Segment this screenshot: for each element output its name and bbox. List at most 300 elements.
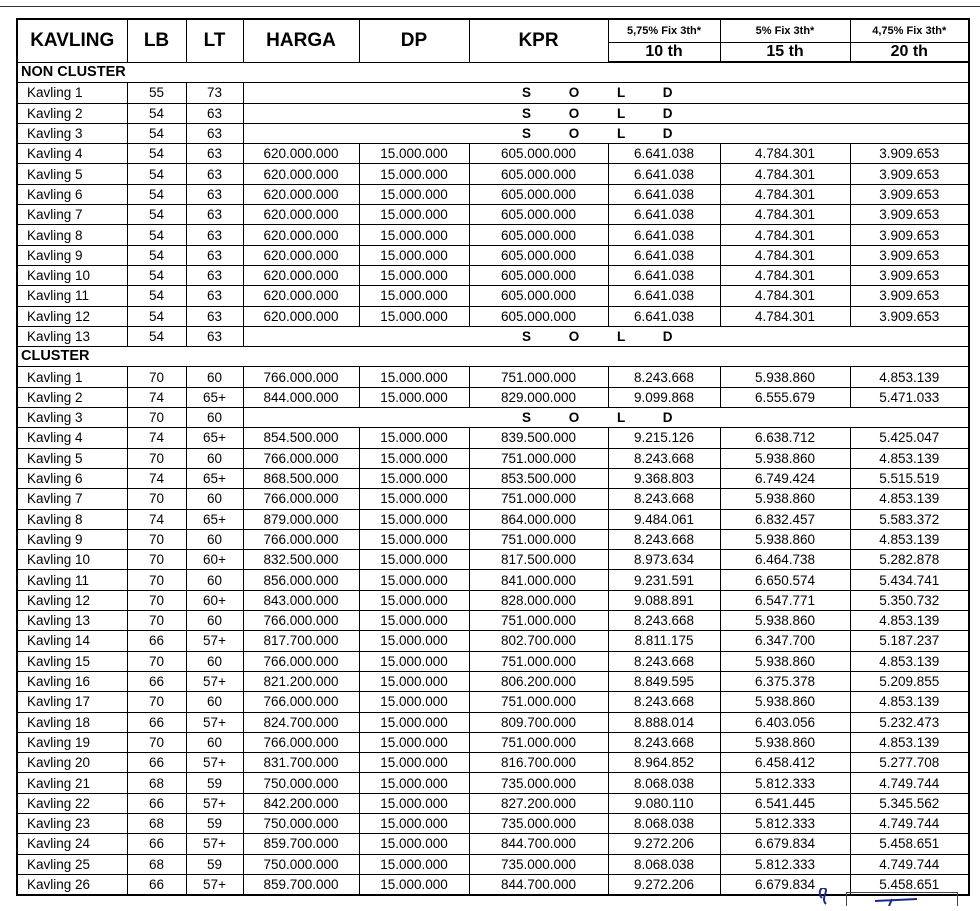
cell-installment-20th: 4.749.744	[850, 854, 969, 874]
section-row	[17, 347, 969, 367]
cell-installment-20th: 4.749.744	[850, 813, 969, 833]
cell-installment-15th: 5.938.860	[720, 732, 850, 752]
cell-dp: 15.000.000	[359, 874, 469, 895]
cell-lt: 57+	[186, 793, 243, 813]
cell-lb: 70	[127, 692, 186, 712]
cell-dp: 15.000.000	[359, 611, 469, 631]
cell-dp: 15.000.000	[359, 671, 469, 691]
table-row	[17, 509, 969, 529]
cell-kavling: Kavling 13	[17, 611, 127, 631]
cell-kavling: Kavling 8	[17, 225, 127, 245]
cell-installment-15th: 4.784.301	[720, 184, 850, 204]
table-row	[17, 225, 969, 245]
cell-installment-20th: 5.350.732	[850, 590, 969, 610]
cell-lb: 66	[127, 753, 186, 773]
cell-kavling: Kavling 1	[17, 83, 127, 103]
cell-lt: 60	[186, 367, 243, 387]
cell-dp: 15.000.000	[359, 265, 469, 285]
cell-lt: 60	[186, 692, 243, 712]
cell-kavling: Kavling 15	[17, 651, 127, 671]
cell-harga: 750.000.000	[243, 813, 359, 833]
cell-lb: 68	[127, 773, 186, 793]
table-row	[17, 712, 969, 732]
cell-installment-20th: 5.471.033	[850, 387, 969, 407]
cell-kavling: Kavling 24	[17, 834, 127, 854]
cell-kpr: 751.000.000	[469, 692, 608, 712]
cell-harga: 620.000.000	[243, 144, 359, 164]
cell-installment-15th: 5.938.860	[720, 448, 850, 468]
cell-kpr: 605.000.000	[469, 205, 608, 225]
cell-installment-10th: 6.641.038	[608, 306, 720, 326]
stamp-box	[846, 892, 958, 906]
header-lt: LT	[186, 19, 243, 62]
cell-lt: 63	[186, 164, 243, 184]
cell-harga: 620.000.000	[243, 245, 359, 265]
cell-installment-15th: 5.812.333	[720, 854, 850, 874]
cell-dp: 15.000.000	[359, 529, 469, 549]
cell-installment-10th: 9.231.591	[608, 570, 720, 590]
sold-label: S O L D	[243, 103, 969, 123]
cell-installment-10th: 8.849.595	[608, 671, 720, 691]
cell-dp: 15.000.000	[359, 184, 469, 204]
header-tenor-15: 15 th	[720, 43, 850, 63]
table-header	[17, 19, 969, 62]
cell-kpr: 751.000.000	[469, 651, 608, 671]
cell-harga: 879.000.000	[243, 509, 359, 529]
cell-installment-10th: 8.964.852	[608, 753, 720, 773]
cell-lt: 60	[186, 448, 243, 468]
table-row	[17, 83, 969, 103]
cell-installment-20th: 5.434.741	[850, 570, 969, 590]
cell-lb: 54	[127, 205, 186, 225]
cell-dp: 15.000.000	[359, 489, 469, 509]
cell-kpr: 817.500.000	[469, 550, 608, 570]
cell-installment-15th: 6.555.679	[720, 387, 850, 407]
cell-installment-10th: 8.243.668	[608, 651, 720, 671]
table-row	[17, 367, 969, 387]
cell-installment-20th: 4.853.139	[850, 611, 969, 631]
cell-kpr: 751.000.000	[469, 529, 608, 549]
cell-installment-10th: 6.641.038	[608, 245, 720, 265]
cell-lb: 54	[127, 184, 186, 204]
cell-installment-20th: 3.909.653	[850, 225, 969, 245]
cell-lb: 54	[127, 144, 186, 164]
table-row	[17, 286, 969, 306]
cell-installment-15th: 6.547.771	[720, 590, 850, 610]
cell-harga: 766.000.000	[243, 732, 359, 752]
cell-installment-15th: 6.832.457	[720, 509, 850, 529]
cell-kavling: Kavling 26	[17, 874, 127, 895]
cell-harga: 859.700.000	[243, 834, 359, 854]
cell-installment-15th: 6.403.056	[720, 712, 850, 732]
cell-installment-15th: 5.938.860	[720, 529, 850, 549]
cell-dp: 15.000.000	[359, 306, 469, 326]
cell-installment-10th: 8.888.014	[608, 712, 720, 732]
cell-kavling: Kavling 10	[17, 265, 127, 285]
cell-dp: 15.000.000	[359, 225, 469, 245]
cell-dp: 15.000.000	[359, 834, 469, 854]
cell-lb: 54	[127, 225, 186, 245]
cell-dp: 15.000.000	[359, 570, 469, 590]
cell-kpr: 844.700.000	[469, 874, 608, 895]
cell-lt: 63	[186, 286, 243, 306]
cell-dp: 15.000.000	[359, 854, 469, 874]
cell-dp: 15.000.000	[359, 428, 469, 448]
table-row	[17, 854, 969, 874]
cell-dp: 15.000.000	[359, 712, 469, 732]
signature-mark	[812, 888, 836, 905]
cell-installment-10th: 9.080.110	[608, 793, 720, 813]
cell-installment-10th: 6.641.038	[608, 225, 720, 245]
cell-kpr: 816.700.000	[469, 753, 608, 773]
cell-dp: 15.000.000	[359, 164, 469, 184]
cell-installment-10th: 8.243.668	[608, 367, 720, 387]
cell-installment-10th: 8.243.668	[608, 611, 720, 631]
cell-kpr: 841.000.000	[469, 570, 608, 590]
cell-installment-15th: 6.458.412	[720, 753, 850, 773]
cell-kpr: 751.000.000	[469, 367, 608, 387]
cell-lb: 55	[127, 83, 186, 103]
cell-kpr: 751.000.000	[469, 448, 608, 468]
cell-dp: 15.000.000	[359, 793, 469, 813]
cell-installment-10th: 8.243.668	[608, 732, 720, 752]
cell-harga: 766.000.000	[243, 367, 359, 387]
cell-installment-20th: 3.909.653	[850, 184, 969, 204]
cell-installment-10th: 8.243.668	[608, 692, 720, 712]
cell-lt: 59	[186, 854, 243, 874]
cell-lb: 68	[127, 854, 186, 874]
cell-installment-15th: 4.784.301	[720, 265, 850, 285]
cell-installment-20th: 5.282.878	[850, 550, 969, 570]
cell-installment-15th: 5.938.860	[720, 692, 850, 712]
cell-lt: 57+	[186, 874, 243, 895]
cell-lb: 54	[127, 103, 186, 123]
header-harga: HARGA	[243, 19, 359, 62]
cell-kavling: Kavling 12	[17, 590, 127, 610]
cell-kpr: 605.000.000	[469, 164, 608, 184]
cell-kavling: Kavling 5	[17, 448, 127, 468]
cell-lt: 59	[186, 813, 243, 833]
cell-lt: 57+	[186, 671, 243, 691]
cell-dp: 15.000.000	[359, 205, 469, 225]
cell-installment-20th: 3.909.653	[850, 164, 969, 184]
table-row	[17, 732, 969, 752]
table-body	[17, 62, 969, 895]
header-tenor-20: 20 th	[850, 43, 969, 63]
cell-dp: 15.000.000	[359, 387, 469, 407]
cell-lb: 66	[127, 631, 186, 651]
cell-lt: 63	[186, 205, 243, 225]
cell-lb: 70	[127, 611, 186, 631]
cell-lt: 57+	[186, 753, 243, 773]
cell-kavling: Kavling 16	[17, 671, 127, 691]
cell-harga: 766.000.000	[243, 651, 359, 671]
cell-dp: 15.000.000	[359, 631, 469, 651]
table-row	[17, 408, 969, 428]
cell-installment-20th: 3.909.653	[850, 286, 969, 306]
cell-harga: 750.000.000	[243, 854, 359, 874]
cell-installment-15th: 6.638.712	[720, 428, 850, 448]
cell-installment-10th: 9.215.126	[608, 428, 720, 448]
cell-kpr: 605.000.000	[469, 245, 608, 265]
cell-dp: 15.000.000	[359, 692, 469, 712]
cell-kavling: Kavling 4	[17, 428, 127, 448]
table-row	[17, 164, 969, 184]
cell-kavling: Kavling 7	[17, 205, 127, 225]
cell-kavling: Kavling 7	[17, 489, 127, 509]
cell-kavling: Kavling 11	[17, 570, 127, 590]
table-row	[17, 753, 969, 773]
cell-harga: 620.000.000	[243, 286, 359, 306]
cell-lt: 65+	[186, 509, 243, 529]
cell-kavling: Kavling 1	[17, 367, 127, 387]
cell-lb: 74	[127, 509, 186, 529]
cell-harga: 766.000.000	[243, 529, 359, 549]
table-row	[17, 631, 969, 651]
header-kavling: KAVLING	[17, 19, 127, 62]
cell-lt: 60	[186, 408, 243, 428]
table-row	[17, 813, 969, 833]
cell-installment-15th: 4.784.301	[720, 144, 850, 164]
cell-kavling: Kavling 22	[17, 793, 127, 813]
cell-lt: 57+	[186, 834, 243, 854]
cell-harga: 817.700.000	[243, 631, 359, 651]
cell-kpr: 806.200.000	[469, 671, 608, 691]
cell-lt: 65+	[186, 387, 243, 407]
cell-kavling: Kavling 19	[17, 732, 127, 752]
cell-harga: 824.700.000	[243, 712, 359, 732]
cell-lt: 63	[186, 184, 243, 204]
cell-lb: 74	[127, 428, 186, 448]
cell-kavling: Kavling 8	[17, 509, 127, 529]
cell-harga: 854.500.000	[243, 428, 359, 448]
table-row	[17, 651, 969, 671]
header-lb: LB	[127, 19, 186, 62]
sold-label: S O L D	[243, 408, 969, 428]
cell-lt: 63	[186, 326, 243, 346]
cell-installment-20th: 5.583.372	[850, 509, 969, 529]
cell-kpr: 751.000.000	[469, 489, 608, 509]
cell-lb: 66	[127, 793, 186, 813]
section-title: CLUSTER	[17, 347, 969, 367]
table-row	[17, 671, 969, 691]
cell-harga: 859.700.000	[243, 874, 359, 895]
cell-lt: 63	[186, 123, 243, 143]
cell-harga: 766.000.000	[243, 611, 359, 631]
cell-kavling: Kavling 5	[17, 164, 127, 184]
sold-label: S O L D	[243, 123, 969, 143]
price-table	[16, 18, 970, 896]
cell-kpr: 735.000.000	[469, 813, 608, 833]
cell-harga: 844.000.000	[243, 387, 359, 407]
table-row	[17, 834, 969, 854]
cell-installment-20th: 5.232.473	[850, 712, 969, 732]
cell-installment-10th: 9.368.803	[608, 468, 720, 488]
header-dp: DP	[359, 19, 469, 62]
cell-installment-15th: 4.784.301	[720, 164, 850, 184]
cell-lb: 70	[127, 408, 186, 428]
cell-installment-20th: 3.909.653	[850, 306, 969, 326]
table-row	[17, 468, 969, 488]
cell-installment-20th: 4.853.139	[850, 692, 969, 712]
cell-dp: 15.000.000	[359, 144, 469, 164]
cell-installment-10th: 8.068.038	[608, 813, 720, 833]
cell-lb: 70	[127, 448, 186, 468]
cell-installment-15th: 5.938.860	[720, 367, 850, 387]
table-row	[17, 773, 969, 793]
table-row	[17, 428, 969, 448]
cell-kavling: Kavling 3	[17, 408, 127, 428]
cell-harga: 821.200.000	[243, 671, 359, 691]
cell-lt: 65+	[186, 468, 243, 488]
cell-lt: 63	[186, 306, 243, 326]
cell-installment-20th: 4.853.139	[850, 489, 969, 509]
cell-lt: 57+	[186, 631, 243, 651]
cell-installment-20th: 3.909.653	[850, 245, 969, 265]
header-rate-1: 5,75% Fix 3th*	[608, 19, 720, 43]
cell-kavling: Kavling 3	[17, 123, 127, 143]
cell-harga: 620.000.000	[243, 184, 359, 204]
cell-dp: 15.000.000	[359, 732, 469, 752]
cell-kavling: Kavling 6	[17, 184, 127, 204]
table-row	[17, 590, 969, 610]
cell-dp: 15.000.000	[359, 509, 469, 529]
cell-lb: 70	[127, 570, 186, 590]
cell-dp: 15.000.000	[359, 651, 469, 671]
cell-dp: 15.000.000	[359, 367, 469, 387]
cell-lt: 57+	[186, 712, 243, 732]
cell-installment-10th: 9.484.061	[608, 509, 720, 529]
table-row	[17, 306, 969, 326]
table-row	[17, 123, 969, 143]
cell-installment-15th: 6.679.834	[720, 874, 850, 895]
cell-installment-20th: 4.853.139	[850, 529, 969, 549]
table-row	[17, 692, 969, 712]
cell-lt: 60	[186, 529, 243, 549]
table-row	[17, 205, 969, 225]
cell-installment-10th: 9.272.206	[608, 834, 720, 854]
cell-installment-10th: 6.641.038	[608, 205, 720, 225]
cell-installment-10th: 6.641.038	[608, 286, 720, 306]
cell-dp: 15.000.000	[359, 448, 469, 468]
cell-installment-15th: 4.784.301	[720, 225, 850, 245]
cell-kpr: 751.000.000	[469, 732, 608, 752]
cell-installment-10th: 9.088.891	[608, 590, 720, 610]
cell-installment-20th: 5.277.708	[850, 753, 969, 773]
cell-installment-15th: 6.541.445	[720, 793, 850, 813]
cell-dp: 15.000.000	[359, 550, 469, 570]
cell-harga: 766.000.000	[243, 692, 359, 712]
cell-installment-10th: 9.099.868	[608, 387, 720, 407]
cell-lt: 63	[186, 144, 243, 164]
cell-installment-15th: 6.375.378	[720, 671, 850, 691]
cell-installment-15th: 6.347.700	[720, 631, 850, 651]
cell-harga: 831.700.000	[243, 753, 359, 773]
cell-lb: 54	[127, 123, 186, 143]
cell-kpr: 827.200.000	[469, 793, 608, 813]
cell-kavling: Kavling 23	[17, 813, 127, 833]
cell-kpr: 828.000.000	[469, 590, 608, 610]
cell-lt: 63	[186, 245, 243, 265]
cell-kavling: Kavling 9	[17, 245, 127, 265]
cell-installment-10th: 8.243.668	[608, 489, 720, 509]
cell-lt: 60	[186, 570, 243, 590]
header-rate-2: 5% Fix 3th*	[720, 19, 850, 43]
table-row	[17, 326, 969, 346]
cell-installment-20th: 4.853.139	[850, 367, 969, 387]
table-row	[17, 611, 969, 631]
cell-dp: 15.000.000	[359, 813, 469, 833]
cell-lb: 70	[127, 367, 186, 387]
cell-installment-15th: 4.784.301	[720, 306, 850, 326]
sold-label: S O L D	[243, 326, 969, 346]
cell-dp: 15.000.000	[359, 753, 469, 773]
cell-kavling: Kavling 21	[17, 773, 127, 793]
cell-installment-20th: 4.749.744	[850, 773, 969, 793]
cell-installment-10th: 9.272.206	[608, 874, 720, 895]
table-row	[17, 103, 969, 123]
cell-kpr: 605.000.000	[469, 265, 608, 285]
cell-installment-15th: 5.938.860	[720, 489, 850, 509]
cell-dp: 15.000.000	[359, 773, 469, 793]
table-row	[17, 489, 969, 509]
cell-kpr: 839.500.000	[469, 428, 608, 448]
cell-kavling: Kavling 25	[17, 854, 127, 874]
cell-kpr: 829.000.000	[469, 387, 608, 407]
cell-lt: 63	[186, 265, 243, 285]
cell-kpr: 751.000.000	[469, 611, 608, 631]
cell-dp: 15.000.000	[359, 286, 469, 306]
cell-harga: 766.000.000	[243, 448, 359, 468]
cell-lt: 60+	[186, 550, 243, 570]
cell-kpr: 605.000.000	[469, 306, 608, 326]
cell-installment-20th: 4.853.139	[850, 732, 969, 752]
cell-kavling: Kavling 14	[17, 631, 127, 651]
cell-installment-10th: 8.068.038	[608, 854, 720, 874]
cell-dp: 15.000.000	[359, 468, 469, 488]
cell-harga: 620.000.000	[243, 164, 359, 184]
cell-installment-15th: 6.464.738	[720, 550, 850, 570]
table-row	[17, 448, 969, 468]
cell-lt: 60	[186, 651, 243, 671]
top-rule	[0, 0, 980, 7]
cell-kpr: 605.000.000	[469, 286, 608, 306]
cell-lt: 65+	[186, 428, 243, 448]
cell-dp: 15.000.000	[359, 245, 469, 265]
cell-kavling: Kavling 4	[17, 144, 127, 164]
cell-harga: 620.000.000	[243, 265, 359, 285]
cell-kavling: Kavling 18	[17, 712, 127, 732]
cell-kavling: Kavling 2	[17, 387, 127, 407]
cell-harga: 766.000.000	[243, 489, 359, 509]
cell-lb: 54	[127, 326, 186, 346]
cell-installment-15th: 6.679.834	[720, 834, 850, 854]
cell-lt: 60+	[186, 590, 243, 610]
cell-lb: 68	[127, 813, 186, 833]
cell-lb: 54	[127, 245, 186, 265]
cell-lb: 54	[127, 306, 186, 326]
cell-harga: 750.000.000	[243, 773, 359, 793]
cell-installment-10th: 8.811.175	[608, 631, 720, 651]
cell-installment-15th: 5.938.860	[720, 611, 850, 631]
cell-installment-15th: 6.749.424	[720, 468, 850, 488]
cell-lb: 70	[127, 651, 186, 671]
table-row	[17, 265, 969, 285]
cell-installment-20th: 5.209.855	[850, 671, 969, 691]
section-title: NON CLUSTER	[17, 62, 969, 83]
cell-lt: 60	[186, 489, 243, 509]
cell-installment-10th: 6.641.038	[608, 184, 720, 204]
